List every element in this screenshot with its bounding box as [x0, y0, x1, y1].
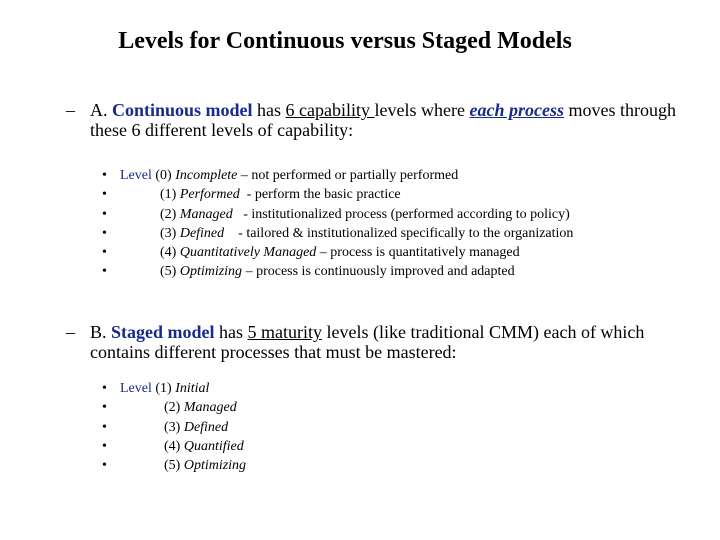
level-number: (5) [160, 264, 177, 280]
level-number: (5) [164, 458, 181, 474]
bullet-icon: • [102, 419, 107, 435]
level-name: Quantitatively Managed [179, 245, 317, 261]
continuous-model-text [90, 100, 706, 140]
level-name: Defined [179, 225, 225, 241]
level-name: Defined [183, 419, 229, 435]
bullet-icon: • [102, 206, 107, 222]
level-prefix: Level [120, 168, 156, 183]
capability-count: 6 capability [285, 100, 375, 120]
capability-level-list [102, 166, 573, 282]
text-fragment: levels where [374, 100, 470, 120]
bullet-icon: • [102, 264, 107, 280]
level-description: - institutionalized process (performed according to policy) [232, 206, 570, 222]
level-number: (4) [164, 438, 181, 454]
staged-model-text [90, 322, 706, 362]
section-letter: A. [90, 100, 108, 120]
continuous-model-section [66, 100, 706, 140]
bullet-icon: • [102, 245, 107, 261]
list-item [102, 418, 246, 437]
level-name: Optimizing [179, 264, 243, 280]
list-item [102, 205, 573, 224]
bullet-icon: • [102, 381, 107, 396]
level-description: – process is quantitatively managed [316, 245, 520, 261]
each-process-emphasis: each process [469, 100, 564, 120]
list-item [102, 185, 573, 204]
level-name: Managed [179, 206, 233, 222]
dash-marker: – [66, 100, 75, 120]
level-number: (2) [160, 206, 177, 222]
text-fragment: has [214, 322, 248, 342]
bullet-icon: • [102, 438, 107, 454]
maturity-level-list [102, 379, 246, 475]
level-name: Optimizing [183, 458, 247, 474]
level-description: - perform the basic practice [239, 187, 401, 203]
level-number: (1) [160, 187, 177, 203]
list-item [102, 243, 573, 262]
level-description: – not performed or partially performed [237, 168, 459, 183]
list-item [102, 437, 246, 456]
bullet-icon: • [102, 187, 107, 203]
list-item [102, 398, 246, 417]
bullet-icon: • [102, 168, 107, 183]
level-number: (3) [164, 419, 181, 435]
level-name: Quantified [183, 438, 244, 454]
bullet-icon: • [102, 400, 107, 416]
level-number: (3) [160, 225, 177, 241]
list-item [102, 262, 573, 281]
staged-model-section [66, 322, 706, 362]
level-name: Performed [179, 187, 240, 203]
level-number: (1) [155, 381, 172, 396]
maturity-count: 5 maturity [247, 322, 323, 342]
continuous-model-label: Continuous model [112, 100, 253, 120]
list-item [102, 379, 246, 398]
text-fragment: levels (like traditional CMM) each of which contains different processes that must be mastered: [90, 322, 645, 362]
text-fragment: has [252, 100, 286, 120]
list-item [102, 224, 573, 243]
text-fragment: moves through these 6 different levels of capability: [90, 100, 676, 140]
section-letter: B. [90, 322, 107, 342]
level-prefix: Level [120, 381, 156, 396]
list-item [102, 166, 573, 185]
slide-title: Levels for Continuous versus Staged Models [118, 28, 572, 54]
level-number: (2) [164, 400, 181, 416]
staged-model-label: Staged model [111, 322, 215, 342]
level-number: (0) [155, 168, 172, 183]
level-number: (4) [160, 245, 177, 261]
dash-marker: – [66, 322, 75, 342]
level-name: Managed [183, 400, 237, 416]
bullet-icon: • [102, 225, 107, 241]
level-description: - tailored & institutionalized specifically to the organization [224, 225, 574, 241]
bullet-icon: • [102, 458, 107, 474]
level-name: Incomplete [175, 168, 238, 183]
level-description: – process is continuously improved and adapted [242, 264, 515, 280]
list-item [102, 456, 246, 475]
level-name: Initial [175, 381, 210, 396]
